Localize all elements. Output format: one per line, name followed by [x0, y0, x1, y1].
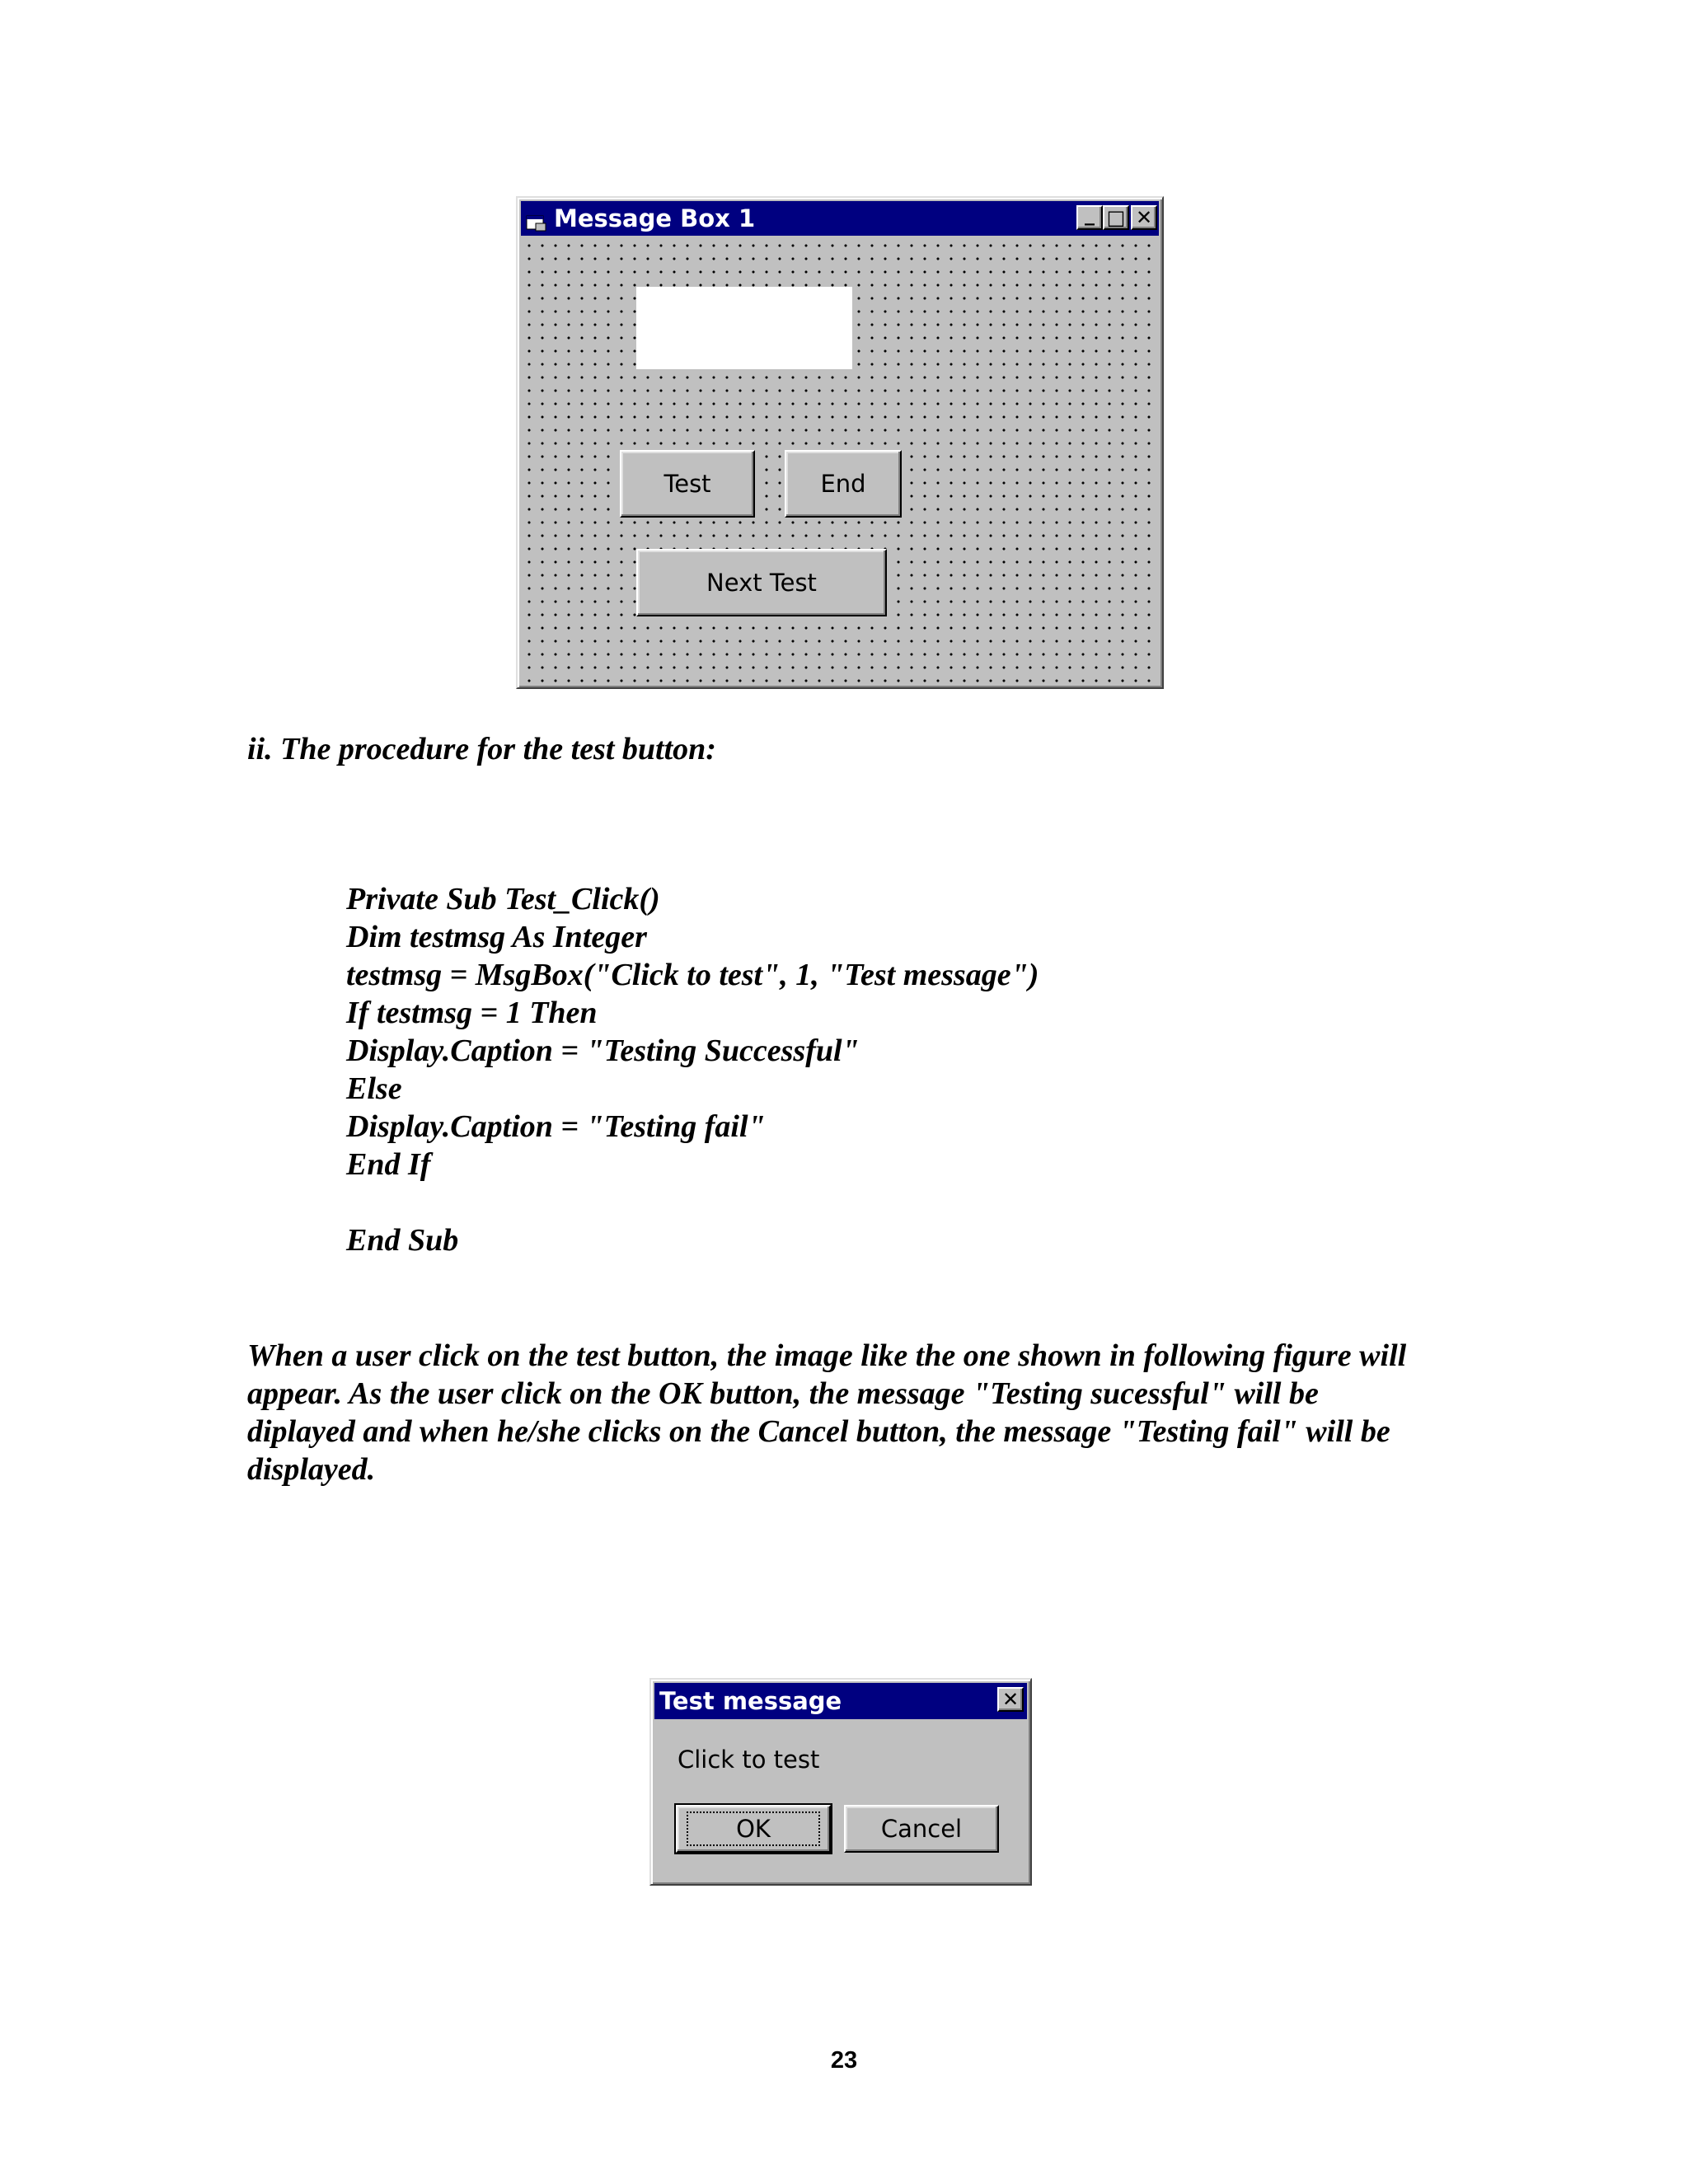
maximize-button[interactable]	[1103, 205, 1129, 230]
maximize-icon: □	[1106, 206, 1126, 229]
minimize-icon: _	[1085, 203, 1095, 226]
form-titlebar[interactable]	[521, 201, 1159, 236]
dialog-message: Click to test	[678, 1746, 820, 1774]
description-paragraph: When a user click on the test button, the image like the one shown in following figure will appear. As the user click on the OK button, the message "Testing sucessful" will be diplayed and when he/she clicks on the Cancel button, the message "Testing fail" will be displayed.	[247, 1338, 1407, 1487]
code-line: Else	[346, 1071, 402, 1106]
code-line: testmsg = MsgBox("Click to test", 1, "Test message")	[346, 958, 1039, 992]
close-icon: ✕	[1001, 1688, 1020, 1711]
cancel-button[interactable]	[844, 1805, 999, 1853]
ok-button-label: OK	[687, 1811, 820, 1846]
minimize-button[interactable]	[1076, 205, 1103, 230]
code-line	[346, 1183, 1039, 1221]
code-block	[346, 880, 1039, 1259]
page-number: 23	[830, 2047, 858, 2074]
dialog-titlebar[interactable]	[654, 1683, 1027, 1719]
form-window-message-box-1	[516, 196, 1164, 689]
ok-button[interactable]	[676, 1805, 831, 1853]
code-line: Dim testmsg As Integer	[346, 920, 647, 954]
code-line: Private Sub Test_Click()	[346, 882, 660, 916]
close-button[interactable]	[1131, 205, 1157, 230]
next-test-button[interactable]	[636, 549, 887, 616]
cancel-button-label: Cancel	[880, 1815, 963, 1843]
test-button-label: Test	[663, 470, 711, 498]
code-line: End Sub	[346, 1223, 459, 1258]
display-label	[636, 287, 852, 369]
dialog-close-button[interactable]	[997, 1687, 1024, 1712]
form-design-grid	[521, 237, 1159, 684]
test-button[interactable]	[620, 450, 755, 518]
dialog-title: Test message	[659, 1687, 842, 1715]
close-icon: ✕	[1135, 206, 1153, 229]
code-line: Display.Caption = "Testing Successful"	[346, 1033, 860, 1068]
form-title: Message Box 1	[554, 204, 756, 232]
end-button-label: End	[820, 470, 866, 498]
end-button[interactable]	[785, 450, 902, 518]
next-test-button-label: Next Test	[706, 569, 817, 597]
test-message-dialog	[649, 1678, 1032, 1886]
code-line: Display.Caption = "Testing fail"	[346, 1109, 766, 1144]
section-heading: ii. The procedure for the test button:	[247, 732, 716, 766]
code-line: If testmsg = 1 Then	[346, 996, 598, 1030]
code-line: End If	[346, 1147, 431, 1182]
form-app-icon	[526, 209, 547, 227]
